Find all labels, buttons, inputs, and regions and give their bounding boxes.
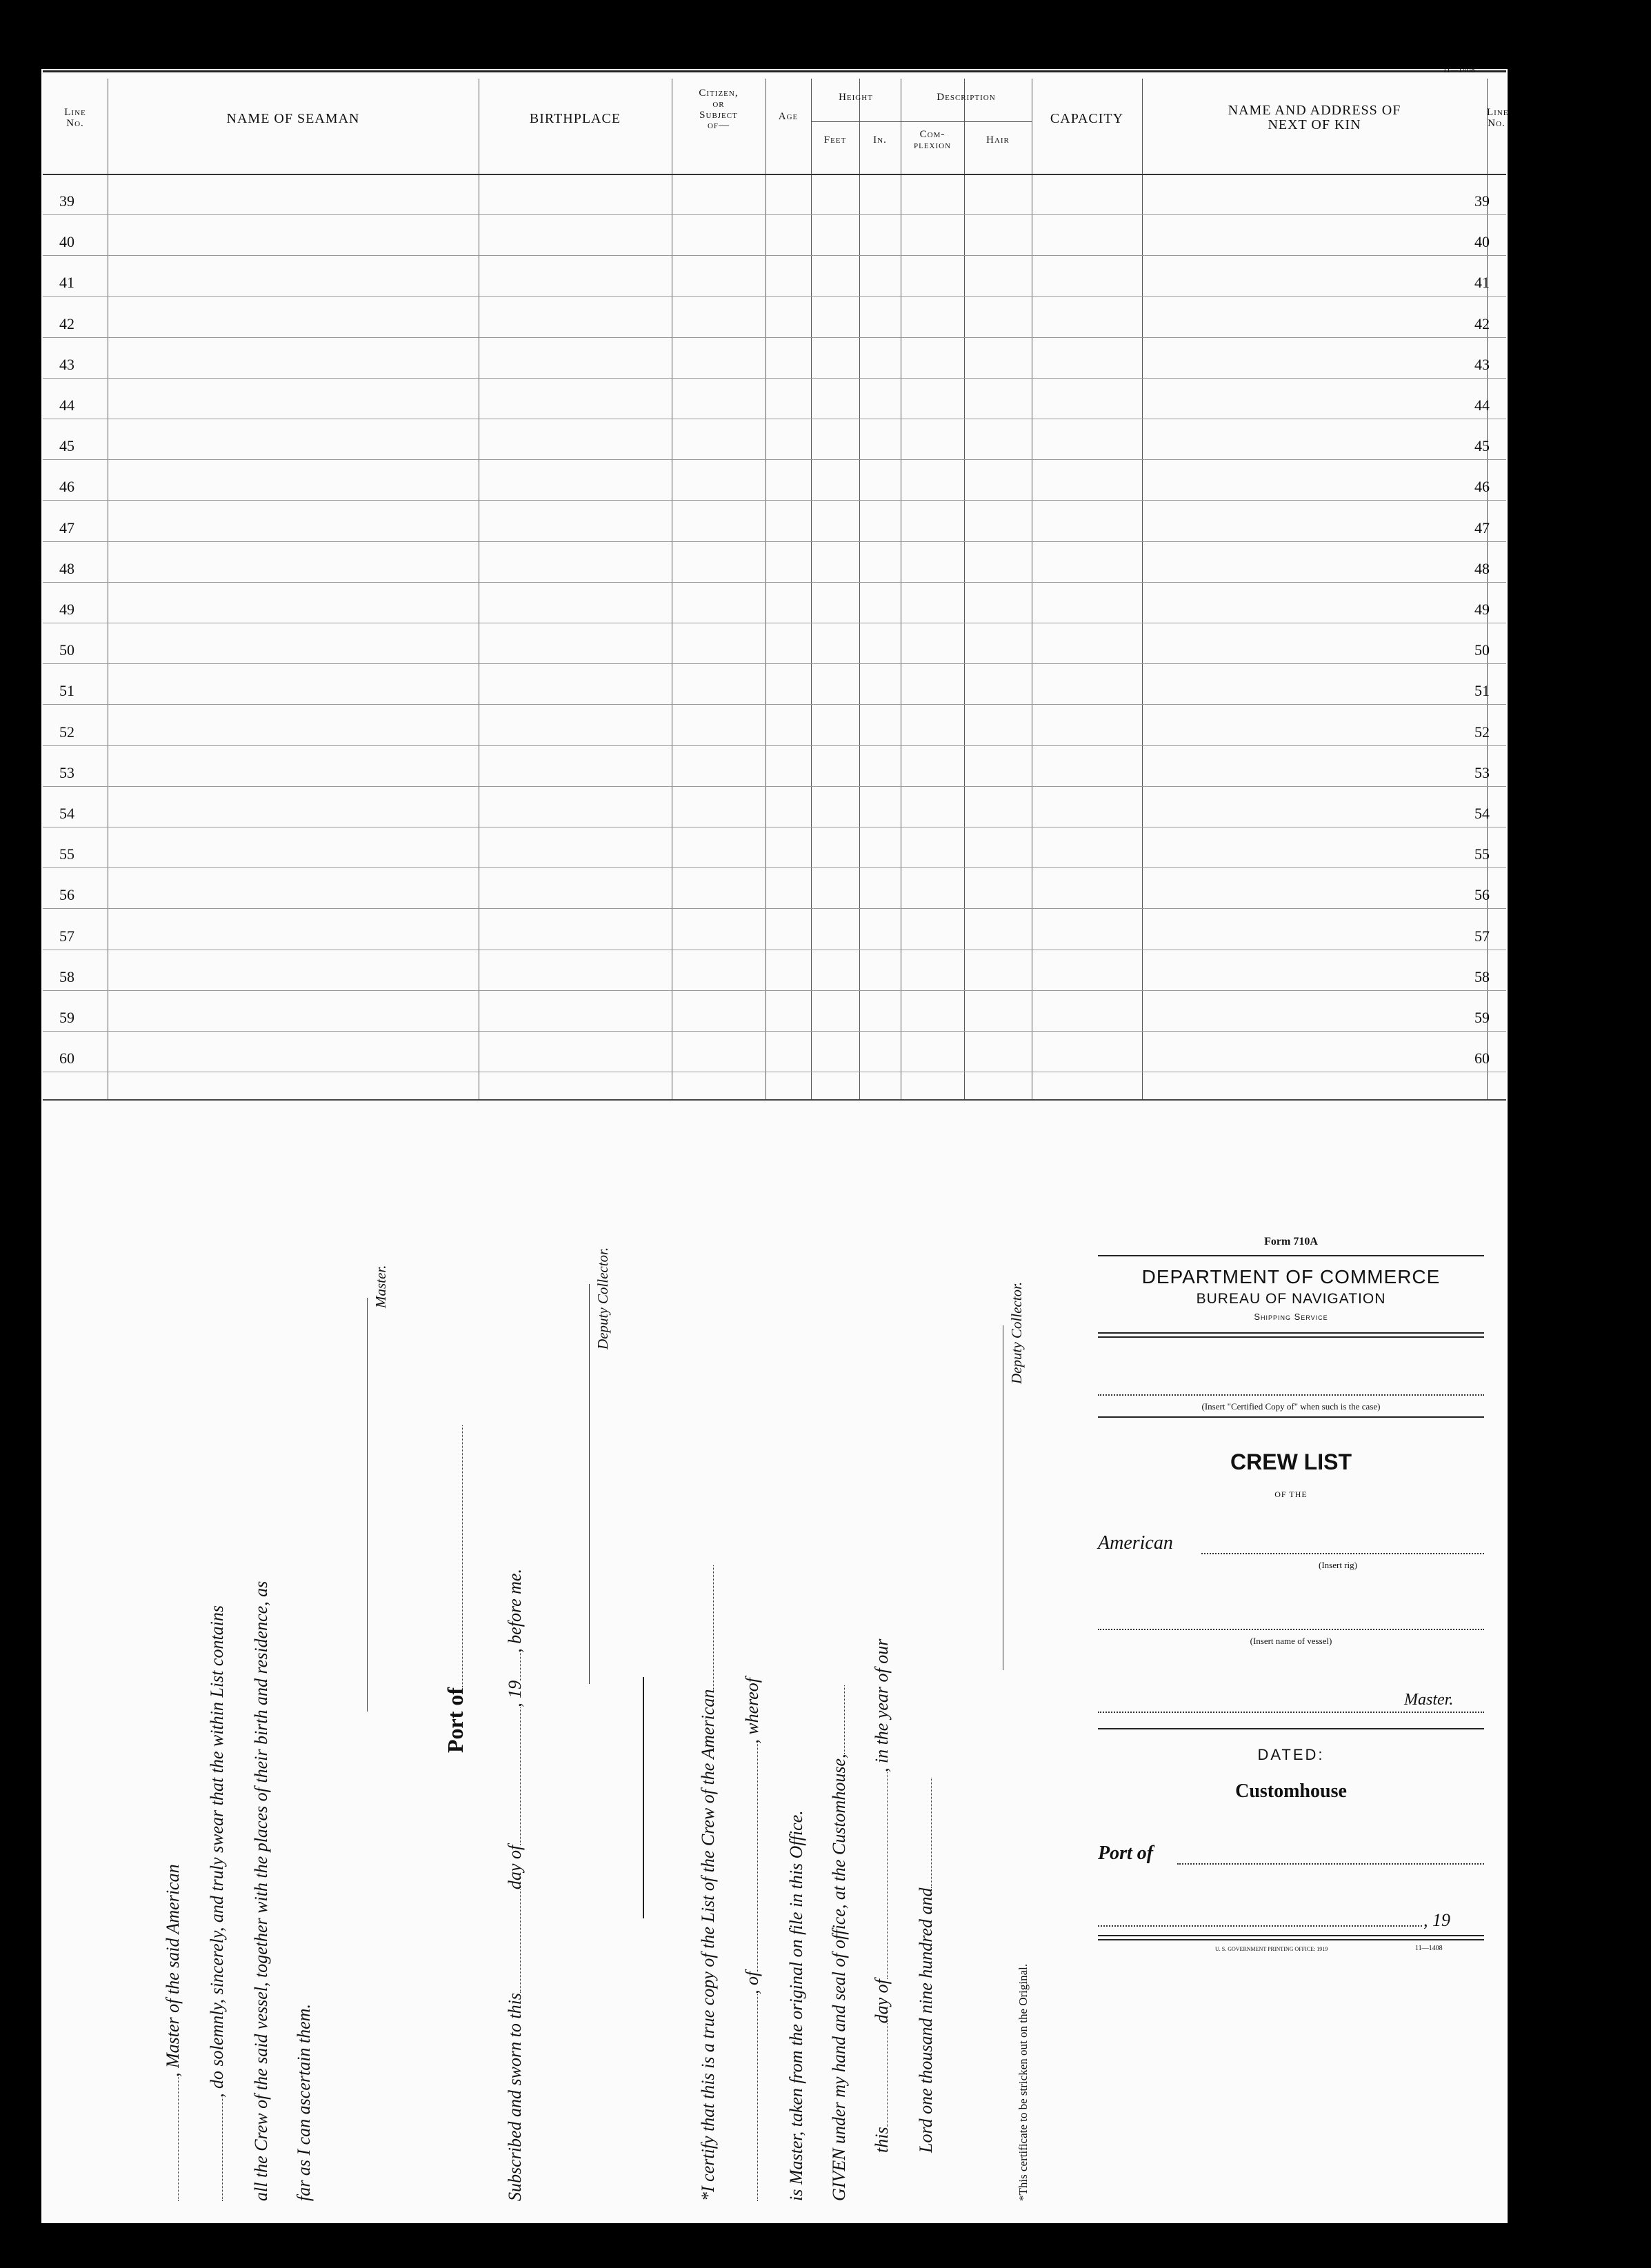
- oath-section: [91, 1187, 1043, 2222]
- insert-vessel-note: (Insert name of vessel): [1250, 1636, 1332, 1646]
- table-row: [43, 582, 1506, 623]
- of-whereof-line: , of, whereof: [742, 1678, 763, 2201]
- this-day-line: thisday of, in the year of our: [872, 1638, 892, 2153]
- header-hair: Hair: [986, 134, 1010, 145]
- oath-far-as: far as I can ascertain them.: [294, 2004, 314, 2201]
- blank-line: [873, 2023, 888, 2127]
- header-feet: Feet: [823, 134, 847, 145]
- row-number: 41: [59, 274, 74, 292]
- header-height: Height: [839, 92, 873, 103]
- cover-rule: [1098, 1336, 1484, 1338]
- row-number: 59: [59, 1009, 74, 1026]
- row-number: 55: [59, 845, 74, 863]
- year-label: , 19: [1423, 1910, 1450, 1930]
- date-line: [1098, 1925, 1422, 1927]
- bureau-title: BUREAU OF NAVIGATION: [1196, 1291, 1386, 1307]
- header-inches: In.: [873, 134, 887, 145]
- port-of-label: Port of: [443, 1425, 468, 1753]
- port-line: [1177, 1863, 1484, 1865]
- blank-line: [506, 1889, 521, 1993]
- row-number: 47: [59, 519, 74, 536]
- row-number: 45: [59, 437, 74, 455]
- top-rule: [43, 70, 1506, 72]
- certified-copy-line: [1098, 1394, 1484, 1396]
- row-number-right: 56: [1474, 886, 1490, 904]
- blank-line: [164, 2077, 179, 2201]
- blank-line: [830, 1685, 845, 1754]
- row-number-right: 44: [1474, 397, 1490, 414]
- crew-list-title: CREW LIST: [1230, 1449, 1352, 1474]
- lord-line: Lord one thousand nine hundred and: [916, 1778, 937, 2153]
- row-number: 50: [59, 641, 74, 659]
- row-number: 53: [59, 763, 74, 781]
- row-number: 52: [59, 723, 74, 741]
- signature-line: [367, 1298, 368, 1712]
- deputy-collector-label-1: Deputy Collector.: [594, 1247, 611, 1349]
- row-number-right: 49: [1474, 601, 1490, 618]
- row-number-right: 47: [1474, 519, 1490, 536]
- vessel-name-line: [1098, 1629, 1484, 1630]
- row-number: 54: [59, 805, 74, 822]
- oath-master-of: , Master of the said American: [163, 1864, 183, 2201]
- blank-line: [743, 1994, 758, 2201]
- master-label: Master.: [1401, 1691, 1456, 1709]
- blank-line: [448, 1425, 463, 1687]
- header-age: Age: [778, 111, 799, 122]
- form-code: 11—1408: [1443, 66, 1475, 74]
- row-number: 60: [59, 1050, 74, 1067]
- row-number-right: 55: [1474, 845, 1490, 863]
- table-row: [43, 909, 1506, 950]
- blank-line: [917, 1778, 932, 1888]
- american-label: American: [1098, 1532, 1173, 1554]
- row-number-right: 52: [1474, 723, 1490, 741]
- row-number: 40: [59, 233, 74, 251]
- center-divider: [643, 1677, 644, 1918]
- row-number-right: 42: [1474, 314, 1490, 332]
- cover-rule: [1098, 1935, 1484, 1936]
- master-signature-label: Master.: [372, 1265, 389, 1308]
- deputy-signature-2: [988, 1325, 1008, 1670]
- row-number: 57: [59, 927, 74, 945]
- row-number-right: 45: [1474, 437, 1490, 455]
- insert-certified-note: (Insert "Certified Copy of" when such is the case): [1201, 1401, 1381, 1412]
- table-row: [43, 378, 1506, 419]
- oath-crew: all the Crew of the said vessel, together with the places of their birth and residence, as: [251, 1580, 271, 2201]
- certify-line: *I certify that this is a true copy of the List of the Crew of the American: [698, 1565, 719, 2201]
- master-line: [1098, 1712, 1484, 1713]
- table-row: [43, 337, 1506, 379]
- row-number-right: 46: [1474, 478, 1490, 496]
- table-row: [43, 950, 1506, 991]
- description-subrule: [901, 121, 1032, 122]
- table-row: [43, 786, 1506, 827]
- row-number-right: 54: [1474, 805, 1490, 822]
- table-row: [43, 745, 1506, 787]
- row-number: 43: [59, 355, 74, 373]
- table-row: [43, 623, 1506, 664]
- row-number-right: 41: [1474, 274, 1490, 292]
- table-row: [43, 541, 1506, 583]
- cover-rule: [1098, 1332, 1484, 1334]
- row-number: 48: [59, 559, 74, 577]
- cover-rule: [1098, 1939, 1484, 1940]
- header-next-of-kin: NAME AND ADDRESS OF NEXT OF KIN: [1228, 103, 1401, 132]
- table-row: [43, 990, 1506, 1032]
- certificate-footnote: *This certificate to be stricken out on the Original.: [1017, 1963, 1030, 2201]
- row-number-right: 40: [1474, 233, 1490, 251]
- header-capacity: CAPACITY: [1050, 111, 1124, 126]
- header-citizen: Citizen, or Subject of—: [699, 88, 739, 132]
- row-number-right: 43: [1474, 355, 1490, 373]
- row-number: 46: [59, 478, 74, 496]
- table-row: [43, 867, 1506, 909]
- of-the-label: OF THE: [1274, 1489, 1308, 1499]
- row-number-right: 58: [1474, 967, 1490, 985]
- deputy-collector-label-2: Deputy Collector.: [1008, 1281, 1025, 1384]
- blank-line: [743, 1744, 758, 1971]
- cover-panel: [1098, 1236, 1484, 2174]
- row-number-right: 53: [1474, 763, 1490, 781]
- row-number: 58: [59, 967, 74, 985]
- blank-line: [208, 2098, 223, 2201]
- printer-imprint: U. S. GOVERNMENT PRINTING OFFICE: 1919: [1215, 1946, 1328, 1952]
- table-row: [43, 297, 1506, 338]
- document-page: [41, 66, 1509, 2223]
- row-number-right: 48: [1474, 559, 1490, 577]
- port-of-label: Port of: [1098, 1843, 1154, 1864]
- row-number-right: 60: [1474, 1050, 1490, 1067]
- printer-code: 11—1408: [1415, 1945, 1443, 1952]
- customhouse-label: Customhouse: [1235, 1780, 1347, 1802]
- department-title: DEPARTMENT OF COMMERCE: [1141, 1266, 1441, 1287]
- blank-line: [506, 1707, 521, 1845]
- table-row: [43, 1031, 1506, 1072]
- rig-line: [1201, 1553, 1484, 1554]
- master-signature: [352, 1298, 372, 1712]
- dated-label: DATED:: [1257, 1746, 1325, 1763]
- table-row: [43, 419, 1506, 460]
- row-number: 42: [59, 314, 74, 332]
- row-number: 56: [59, 886, 74, 904]
- table-row: [43, 501, 1506, 542]
- row-number-right: 51: [1474, 682, 1490, 700]
- subscribed-line: Subscribed and sworn to thisday of, 19, before me.: [505, 1569, 525, 2201]
- insert-rig-note: (Insert rig): [1319, 1560, 1357, 1570]
- deputy-signature: [574, 1284, 594, 1684]
- table-row: [43, 255, 1506, 297]
- row-number: 44: [59, 397, 74, 414]
- cover-rule: [1098, 1255, 1484, 1256]
- blank-line: [506, 1653, 521, 1680]
- oath-solemnly: , do solemnly, sincerely, and truly swear that the within List contains: [207, 1605, 228, 2201]
- header-name-of-seaman: NAME OF SEAMAN: [226, 111, 360, 126]
- row-number-right: 39: [1474, 192, 1490, 210]
- table-row: [43, 663, 1506, 705]
- service-title: Shipping Service: [1254, 1312, 1328, 1322]
- header-complexion: Com- plexion: [913, 129, 952, 151]
- row-number-right: 50: [1474, 641, 1490, 659]
- header-description: Description: [937, 92, 996, 103]
- row-number: 39: [59, 192, 74, 210]
- header-line-no: Line No.: [64, 107, 86, 129]
- is-master-line: is Master, taken from the original on file in this Office.: [786, 1810, 806, 2201]
- crew-table: [43, 79, 1509, 1101]
- form-number: Form 710A: [1264, 1236, 1318, 1247]
- row-number-right: 57: [1474, 927, 1490, 945]
- blank-line: [873, 1772, 888, 1979]
- header-birthplace: BIRTHPLACE: [529, 111, 621, 126]
- blank-line: [699, 1565, 714, 1689]
- height-subrule: [811, 121, 901, 122]
- cover-rule: [1098, 1728, 1484, 1729]
- cover-rule: [1098, 1416, 1484, 1418]
- table-row: [43, 827, 1506, 868]
- given-line: GIVEN under my hand and seal of office, at the Customhouse,: [829, 1685, 850, 2201]
- table-row: [43, 214, 1506, 256]
- signature-line: [589, 1284, 590, 1684]
- table-row: [43, 174, 1506, 215]
- row-number: 49: [59, 601, 74, 618]
- table-row: [43, 459, 1506, 501]
- header-line-no-right: Line No.: [1487, 107, 1509, 129]
- table-row: [43, 705, 1506, 746]
- row-number-right: 59: [1474, 1009, 1490, 1026]
- row-number: 51: [59, 682, 74, 700]
